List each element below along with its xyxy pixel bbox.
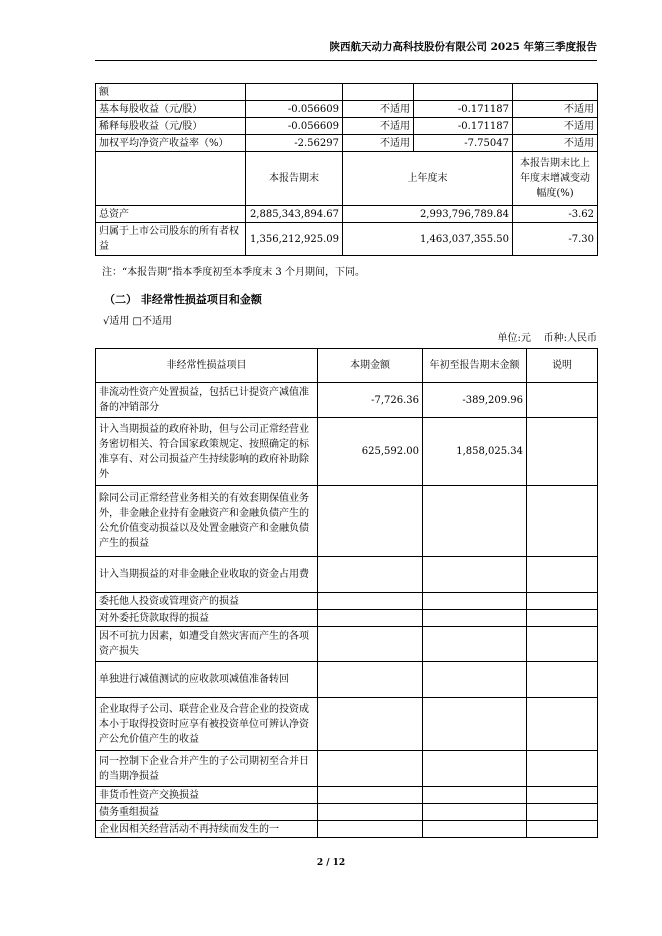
cell-value: 1,858,025.34 — [423, 418, 527, 486]
table-row — [96, 383, 598, 418]
currency-unit: 单位:元 币种:人民币 — [497, 333, 597, 344]
table-row — [96, 84, 598, 101]
cell-value: -0.056609 — [246, 118, 343, 135]
cell-value: -0.171187 — [414, 101, 513, 118]
table-row — [96, 698, 598, 751]
cell-value — [318, 662, 423, 698]
cell-value: -2.56297 — [246, 135, 343, 152]
cell-value — [527, 627, 598, 662]
table-subheader-row — [96, 152, 598, 206]
footnote: 注：“本报告期”指本季度初至本季度末 3 个月期间，下同。 — [102, 267, 365, 278]
table-row — [96, 593, 598, 610]
table-row — [96, 101, 598, 118]
cell-value — [527, 383, 598, 418]
cell-value — [423, 627, 527, 662]
cell-value — [318, 557, 423, 593]
column-header: 本期金额 — [318, 349, 423, 383]
item-label: 计入当期损益的政府补助，但与公司正常经营业务密切相关、符合国家政策规定、按照确定的标准享有、对公司损益产生持续影响的政府补助除外 — [96, 418, 318, 486]
cell-value — [527, 698, 598, 751]
cell-value — [423, 698, 527, 751]
row-label: 稀释每股收益（元/股） — [96, 118, 246, 135]
column-header: 本报告期末比上年度末增减变动幅度(%) — [513, 152, 598, 206]
cell-value: 不适用 — [343, 118, 414, 135]
cell-value — [527, 821, 598, 838]
row-label: 基本每股收益（元/股） — [96, 101, 246, 118]
table-row — [96, 662, 598, 698]
item-label: 债务重组损益 — [96, 804, 318, 821]
cell-value — [527, 751, 598, 787]
cell-value — [318, 804, 423, 821]
cell-value: -0.171187 — [414, 118, 513, 135]
item-label: 企业因相关经营活动不再持续而发生的一 — [96, 821, 318, 838]
cell-value — [423, 662, 527, 698]
cell-value: -0.056609 — [246, 101, 343, 118]
cell-value — [423, 751, 527, 787]
item-label: 除同公司正常经营业务相关的有效套期保值业务外，非金融企业持有金融资产和金融负债产生的公允价值变动损益以及处置金融资产和金融负债产生的损益 — [96, 486, 318, 557]
cell-value: 2,993,796,789.84 — [343, 206, 513, 223]
cell-value — [423, 557, 527, 593]
row-label: 总资产 — [96, 206, 246, 223]
cell-value: 不适用 — [343, 101, 414, 118]
table-row — [96, 610, 598, 627]
cell-value: -7.75047 — [414, 135, 513, 152]
cell-value: 不适用 — [343, 135, 414, 152]
table-row — [96, 486, 598, 557]
item-label: 企业取得子公司、联营企业及合营企业的投资成本小于取得投资时应享有被投资单位可辨认净资产公允价值产生的收益 — [96, 698, 318, 751]
cell-value: -7.30 — [513, 223, 598, 256]
cell-value: -3.62 — [513, 206, 598, 223]
cell-value — [527, 557, 598, 593]
cell-value — [423, 787, 527, 804]
cell-value — [318, 627, 423, 662]
cell-value — [318, 698, 423, 751]
page-number: 2 / 12 — [316, 858, 346, 868]
section-title: （二） 非经常性损益项目和金额 — [104, 293, 262, 306]
table-row — [96, 557, 598, 593]
cell-value: 1,463,037,355.50 — [343, 223, 513, 256]
cell-value — [318, 593, 423, 610]
item-label: 对外委托贷款取得的损益 — [96, 610, 318, 627]
applicability-checkbox-line: √适用 □不适用 — [103, 316, 172, 327]
item-label: 同一控制下企业合并产生的子公司期初至合并日的当期净损益 — [96, 751, 318, 787]
item-label: 非货币性资产交换损益 — [96, 787, 318, 804]
table-row — [96, 787, 598, 804]
non-recurring-gains-table — [95, 348, 598, 838]
cell-value — [423, 610, 527, 627]
column-header: 上年度末 — [343, 152, 513, 206]
cell-value — [423, 821, 527, 838]
cell-value — [318, 787, 423, 804]
table-row — [96, 418, 598, 486]
table-row — [96, 118, 598, 135]
cell-value — [318, 610, 423, 627]
column-header: 本报告期末 — [246, 152, 343, 206]
cell-value: 2,885,343,894.67 — [246, 206, 343, 223]
item-label: 委托他人投资或管理资产的损益 — [96, 593, 318, 610]
cell-value — [423, 804, 527, 821]
cell-value: 不适用 — [513, 135, 598, 152]
cell-value — [318, 486, 423, 557]
header-divider — [95, 60, 597, 61]
cell-value — [527, 610, 598, 627]
cell-value: -389,209.96 — [423, 383, 527, 418]
item-label: 因不可抗力因素，如遭受自然灾害而产生的各项资产损失 — [96, 627, 318, 662]
table-row — [96, 821, 598, 838]
cell-value: 不适用 — [513, 101, 598, 118]
financial-indicators-table — [95, 83, 598, 256]
cell-value: 1,356,212,925.09 — [246, 223, 343, 256]
table-row — [96, 206, 598, 223]
cell-value — [527, 787, 598, 804]
cell-value — [527, 804, 598, 821]
table-row — [96, 804, 598, 821]
table-row — [96, 135, 598, 152]
column-header: 年初至报告期末金额 — [423, 349, 527, 383]
cell-value: 625,592.00 — [318, 418, 423, 486]
table-row — [96, 223, 598, 256]
row-label: 加权平均净资产收益率（%） — [96, 135, 246, 152]
cell-value — [423, 486, 527, 557]
item-label: 非流动性资产处置损益，包括已计提资产减值准备的冲销部分 — [96, 383, 318, 418]
page-header: 陕西航天动力高科技股份有限公司 2025 年第三季度报告 — [329, 41, 597, 53]
item-label: 计入当期损益的对非金融企业收取的资金占用费 — [96, 557, 318, 593]
cell-value: -7,726.36 — [318, 383, 423, 418]
cell-value — [527, 593, 598, 610]
column-header: 非经常性损益项目 — [96, 349, 318, 383]
column-header: 说明 — [527, 349, 598, 383]
table-row — [96, 627, 598, 662]
cell-value: 不适用 — [513, 118, 598, 135]
cell-value — [318, 751, 423, 787]
cell-value — [527, 486, 598, 557]
cell-value — [527, 662, 598, 698]
cell-value — [423, 593, 527, 610]
table-header-row — [96, 349, 598, 383]
item-label: 单独进行减值测试的应收款项减值准备转回 — [96, 662, 318, 698]
row-label: 归属于上市公司股东的所有者权益 — [96, 223, 246, 256]
table-row — [96, 751, 598, 787]
cell-value — [318, 821, 423, 838]
row-label: 额 — [96, 84, 246, 101]
cell-value — [527, 418, 598, 486]
